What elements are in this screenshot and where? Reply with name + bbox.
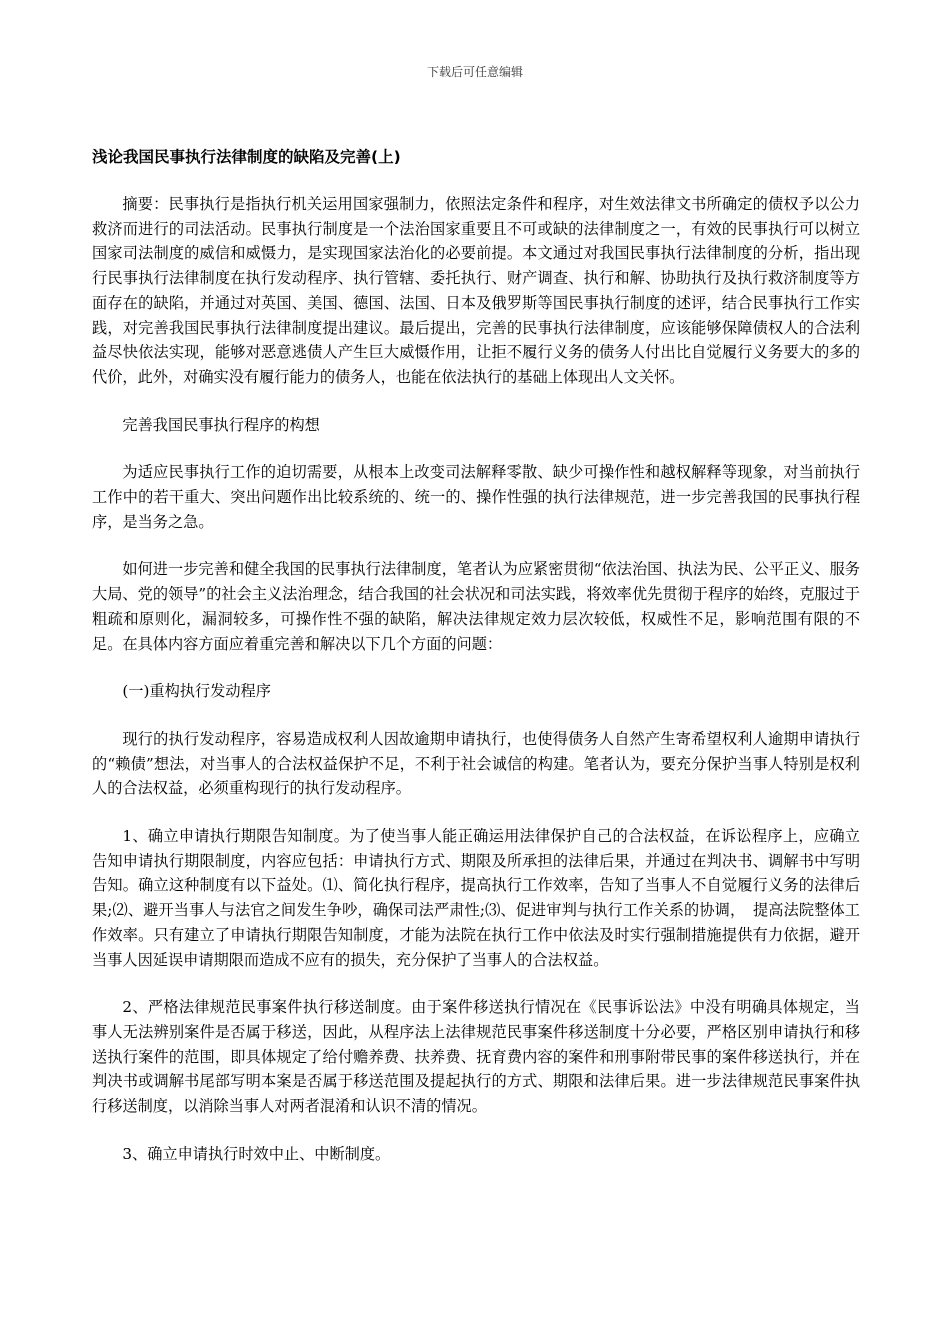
section-heading: 完善我国民事执行程序的构想	[122, 415, 320, 434]
document-body	[92, 144, 860, 1190]
numbered-paragraph: 1、确立申请执行期限告知制度。为了使当事人能正确运用法律保护自己的合法权益，在诉讼程序上，应确立告知申请执行期限制度，内容应包括：申请执行方式、期限及所承担的法律后果，并通过在判决书、调解书中写明告知。确立这种制度有以下益处。⑴、简化执行程序，提高执行工作效率，告知了当事人不自觉履行义务的法律后果;⑵、避开当事人与法官之间发生争吵，确保司法严肃性;⑶、促进审判与执行工作关系的协调， 提高法院整体工作效率。只有建立了申请执行期限告知制度，才能为法院在执行工作中依法及时实行强制措施提供有力依据，避开当事人因延误申请期限而造成不应有的损失，充分保护了当事人的合法权益。	[92, 827, 860, 969]
numbered-paragraph: 2、严格法律规范民事案件执行移送制度。由于案件移送执行情况在《民事诉讼法》中没有明确具体规定，当事人无法辨别案件是否属于移送，因此，从程序法上法律规范民事案件移送制度十分必要，严格区别申请执行和移送执行案件的范围，即具体规定了给付赡养费、扶养费、抚育费内容的案件和刑事附带民事的案件移送执行，并在判决书或调解书尾部写明本案是否属于移送范围及提起执行的方式、期限和法律后果。进一步法律规范民事案件执行移送制度，以消除当事人对两者混淆和认识不清的情况。	[92, 998, 860, 1116]
document-title: 浅论我国民事执行法律制度的缺陷及完善(上)	[92, 148, 401, 166]
numbered-paragraph: 3、确立申请执行时效中止、中断制度。	[122, 1144, 391, 1163]
subsection-heading: (一)重构执行发动程序	[122, 682, 271, 701]
body-paragraph: 为适应民事执行工作的迫切需要，从根本上改变司法解释零散、缺少可操作性和越权解释等现象，对当前执行工作中的若干重大、突出问题作出比较系统的、统一的、操作性强的执行法律规范，进一步完善我国的民事执行程序，是当务之急。	[92, 463, 860, 531]
page-header: 下载后可任意编辑	[426, 65, 523, 79]
body-paragraph: 如何进一步完善和健全我国的民事执行法律制度，笔者认为应紧密贯彻“依法治国、执法为民、公平正义、服务大局、党的领导”的社会主义法治理念，结合我国的社会状况和司法实践，将效率优先贯彻于程序的始终，克服过于粗疏和原则化，漏洞较多，可操作性不强的缺陷，解决法律规定效力层次较低，权威性不足，影响范围有限的不足。在具体内容方面应着重完善和解决以下几个方面的问题：	[92, 560, 860, 653]
abstract-paragraph: 摘要：民事执行是指执行机关运用国家强制力，依照法定条件和程序，对生效法律文书所确定的债权予以公力救济而进行的司法活动。民事执行制度是一个法治国家重要且不可或缺的法律制度之一，有效的民事执行可以树立国家司法制度的威信和威慑力，是实现国家法治化的必要前提。本文通过对我国民事执行法律制度的分析，指出现行民事执行法律制度在执行发动程序、执行管辖、委托执行、财产调查、执行和解、协助执行及执行救济制度等方面存在的缺陷，并通过对英国、美国、德国、法国、日本及俄罗斯等国民事执行制度的述评，结合民事执行工作实践，对完善我国民事执行法律制度提出建议。最后提出，完善的民事执行法律制度，应该能够保障债权人的合法利益尽快依法实现，能够对恶意逃债人产生巨大威慑作用，让拒不履行义务的债务人付出比自觉履行义务要大的多的代价，此外，对确实没有履行能力的债务人，也能在依法执行的基础上体现出人文关怀。	[92, 195, 860, 386]
body-paragraph: 现行的执行发动程序，容易造成权利人因故逾期申请执行，也使得债务人自然产生寄希望权利人逾期申请执行的“赖债”想法，对当事人的合法权益保护不足，不利于社会诚信的构建。笔者认为，要充分保护当事人特别是权利人的合法权益，必须重构现行的执行发动程序。	[92, 729, 860, 798]
